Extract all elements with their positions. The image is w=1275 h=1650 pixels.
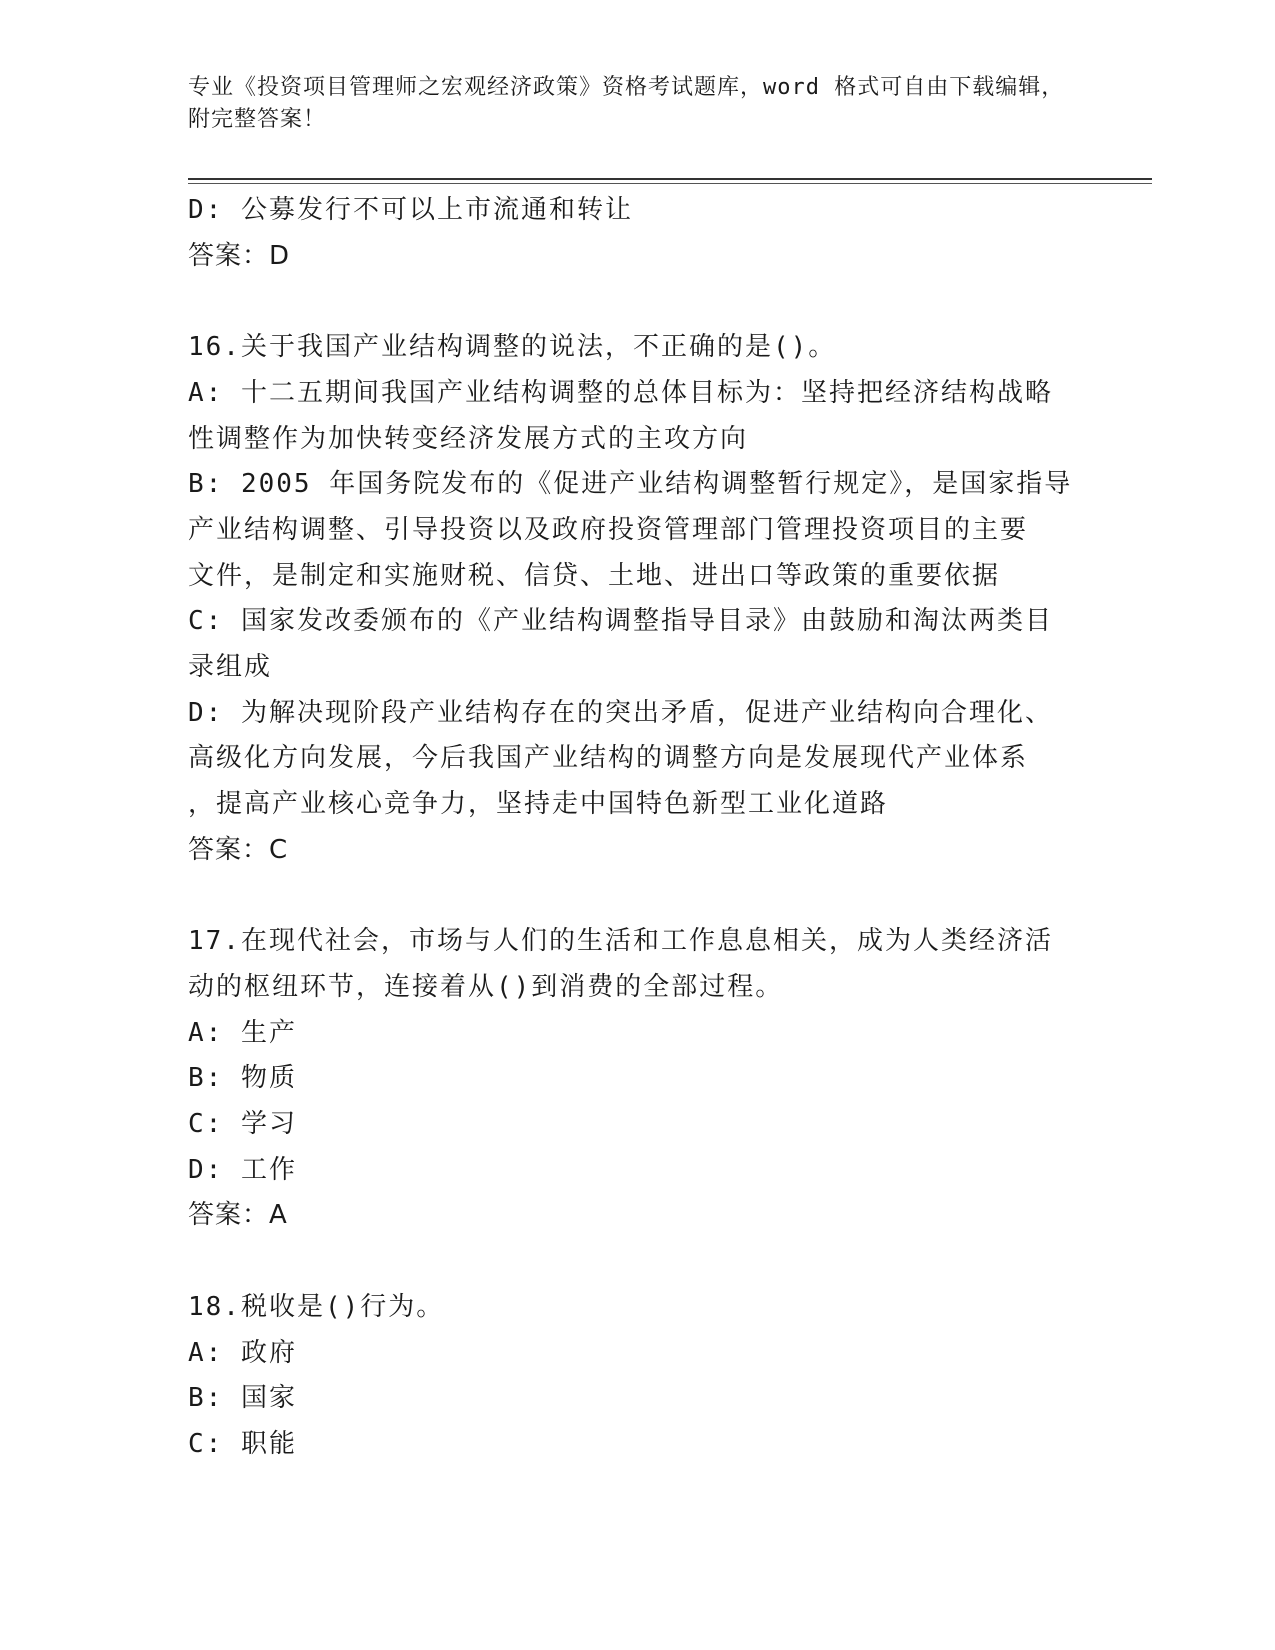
option-c: C: 职能 bbox=[188, 1428, 297, 1459]
question-16 bbox=[188, 325, 1078, 873]
option-line: C: 国家发改委颁布的《产业结构调整指导目录》由鼓励和淘汰两类目 bbox=[188, 606, 1053, 637]
option-a bbox=[188, 371, 1078, 462]
answer-text: 答案：C bbox=[188, 834, 289, 865]
question-content bbox=[188, 188, 1078, 1468]
option-line: 高级化方向发展，今后我国产业结构的调整方向是发展现代产业体系 bbox=[188, 743, 1029, 774]
document-header: 专业《投资项目管理师之宏观经济政策》资格考试题库，word 格式可自由下载编辑，附完整答案！ bbox=[188, 75, 1065, 132]
question-stem: 17.在现代社会，市场与人们的生活和工作息息相关，成为人类经济活 bbox=[188, 926, 1053, 957]
header-divider-thin bbox=[188, 183, 1152, 184]
option-line: 性调整作为加快转变经济发展方式的主攻方向 bbox=[188, 423, 749, 454]
option-line: 产业结构调整、引导投资以及政府投资管理部门管理投资项目的主要 bbox=[188, 514, 1029, 545]
option-c: C: 学习 bbox=[188, 1109, 297, 1140]
spacer bbox=[188, 874, 1078, 920]
answer-text: 答案：D bbox=[188, 240, 291, 271]
option-line: ，提高产业核心竞争力，坚持走中国特色新型工业化道路 bbox=[188, 789, 889, 820]
option-a: A: 生产 bbox=[188, 1017, 297, 1048]
option-c bbox=[188, 599, 1078, 690]
option-line: B: 2005 年国务院发布的《促进产业结构调整暂行规定》，是国家指导 bbox=[188, 469, 1073, 500]
option-b bbox=[188, 462, 1078, 599]
option-b: B: 物质 bbox=[188, 1063, 297, 1094]
option-a: A: 政府 bbox=[188, 1337, 297, 1368]
option-d: D: 工作 bbox=[188, 1154, 297, 1185]
spacer bbox=[188, 1239, 1078, 1285]
option-line: 文件，是制定和实施财税、信贷、土地、进出口等政策的重要依据 bbox=[188, 560, 1001, 591]
option-d: D: 公募发行不可以上市流通和转让 bbox=[188, 195, 633, 225]
answer-text: 答案：A bbox=[188, 1200, 288, 1231]
option-line: 录组成 bbox=[188, 652, 273, 683]
option-b: B: 国家 bbox=[188, 1383, 297, 1414]
header-divider-thick bbox=[188, 178, 1152, 180]
question-stem: 16.关于我国产业结构调整的说法，不正确的是()。 bbox=[188, 332, 837, 363]
question-stem: 动的枢纽环节，连接着从()到消费的全部过程。 bbox=[188, 971, 784, 1002]
question-stem: 18.税收是()行为。 bbox=[188, 1291, 445, 1322]
option-line: A: 十二五期间我国产业结构调整的总体目标为：坚持把经济结构战略 bbox=[188, 377, 1053, 408]
spacer bbox=[188, 279, 1078, 325]
option-d bbox=[188, 691, 1078, 828]
question-18 bbox=[188, 1285, 1078, 1468]
question-17 bbox=[188, 919, 1078, 1239]
option-line: D: 为解决现阶段产业结构存在的突出矛盾，促进产业结构向合理化、 bbox=[188, 697, 1053, 728]
